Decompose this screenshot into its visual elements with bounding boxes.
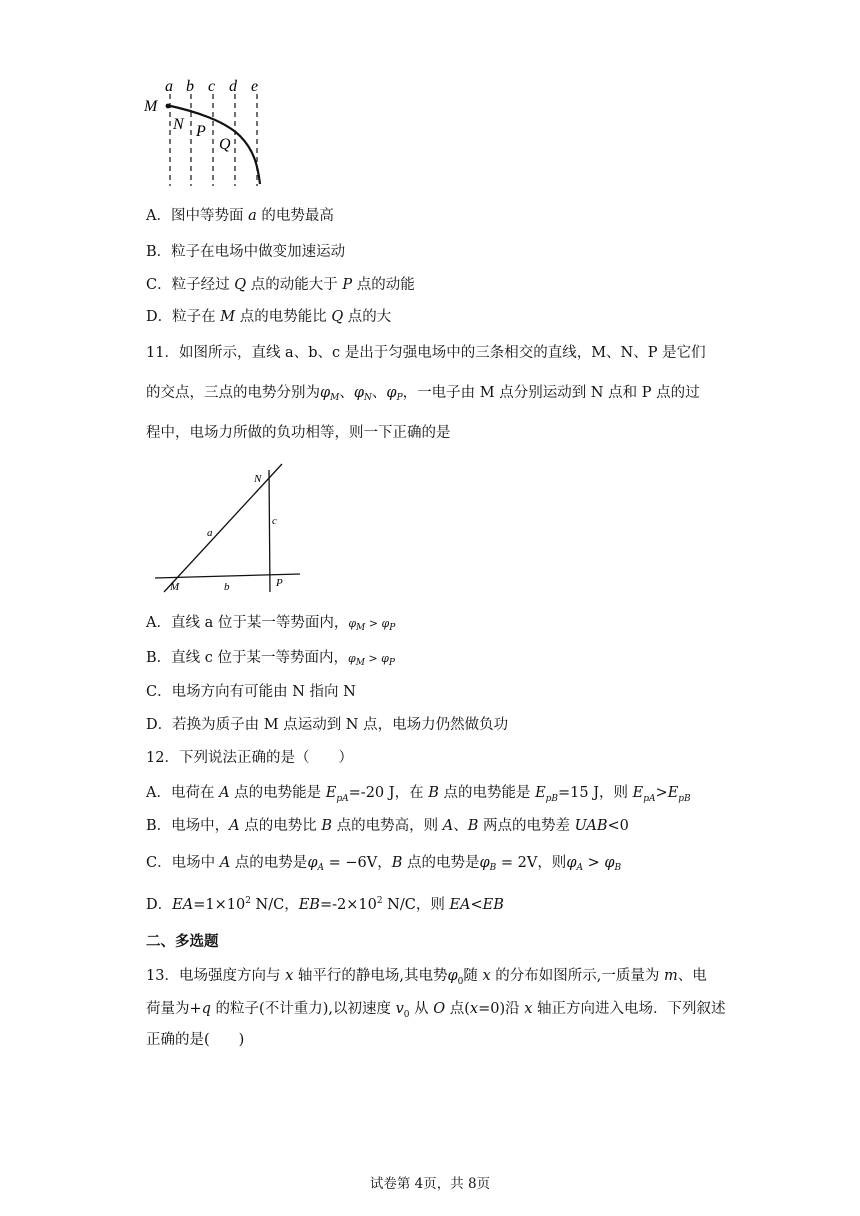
q13-stem-line1: 13．电场强度方向与 x 轴平行的静电场,其电势$\varphi_0$随 x 的分布如图所示,一质量为 m、电: [146, 968, 707, 987]
fig2-label-b: b: [224, 581, 230, 593]
q11-option-c: C．电场方向有可能由 N 指向 N: [146, 684, 356, 700]
label-d: d: [229, 78, 237, 95]
fig2-label-a: a: [207, 527, 213, 539]
figure-equipotential: [140, 76, 270, 188]
q11-stem-line3: 程中，电场力所做的负功相等，则一下正确的是: [146, 425, 451, 441]
label-Q: Q: [219, 136, 231, 153]
q11-option-b: B．直线 c 位于某一等势面内，$\varphi_M > \varphi_P$: [146, 650, 395, 668]
q11-stem-line1: 11．如图所示，直线 a、b、c 是出于匀强电场中的三条相交的直线，M、N、P 是它们: [146, 345, 706, 361]
q13-stem-line2: 荷量为+q 的粒子(不计重力),以初速度 $v_0$ 从 O 点(x=0)沿 x 轴正方向进入电场．下列叙述: [146, 1001, 726, 1020]
q13-stem-line3: 正确的是( ): [146, 1032, 245, 1048]
q11-stem-line2: 的交点，三点的电势分别为$\varphi_M$、$\varphi_N$、$\varphi_P$，一电子由 M 点分别运动到 N 点和 P 点的过: [146, 385, 700, 403]
q12-stem: 12．下列说法正确的是（ ）: [146, 750, 353, 766]
q12-option-c: C．电场中 A 点的电势是$\varphi_A = -6V$，B 点的电势是$\varphi_B = 2V$，则$\varphi_A > \varphi_B$: [146, 855, 622, 873]
label-N: N: [173, 116, 184, 133]
figure-three-lines: [150, 462, 300, 594]
label-b: b: [186, 78, 194, 95]
fig2-label-N: N: [254, 473, 262, 485]
q10-option-d: D．粒子在 M 点的电势能比 Q 点的大: [146, 309, 392, 325]
q10-option-c: C．粒子经过 Q 点的动能大于 P 点的动能: [146, 277, 415, 293]
q11-option-d: D．若换为质子由 M 点运动到 N 点，电场力仍然做负功: [146, 717, 509, 733]
point-m-dot: [166, 104, 171, 109]
label-e: e: [251, 78, 259, 95]
label-a: a: [165, 78, 173, 95]
label-P: P: [196, 123, 206, 140]
label-M: M: [144, 98, 158, 115]
page-footer: 试卷第 4页，共 8页: [369, 1176, 491, 1192]
q10-option-a: A．图中等势面 a 的电势最高: [146, 208, 334, 224]
q12-option-d: D．$EA=1\times 10^2$ N/C，$EB=-2\times 10^2$ N/C，则 EA<EB: [146, 896, 504, 913]
q10-option-b: B．粒子在电场中做变加速运动: [146, 244, 346, 260]
section-heading: 二、多选题: [146, 934, 219, 950]
fig2-label-P: P: [276, 577, 283, 589]
fig2-label-c: c: [272, 515, 277, 527]
fig2-label-M: M: [170, 581, 180, 593]
q11-option-a: A．直线 a 位于某一等势面内，$\varphi_M > \varphi_P$: [146, 615, 396, 633]
q12-option-a: A．电荷在 A 点的电势能是 $E_{pA}=-20$ J，在 B 点的电势能是 $E_{pB}=15$ J，则 $E_{pA}>E_{pB}$: [146, 785, 691, 804]
label-c: c: [208, 78, 216, 95]
q12-option-b: B．电场中，A 点的电势比 B 点的电势高，则 A、B 两点的电势差 UAB<0: [146, 818, 629, 834]
